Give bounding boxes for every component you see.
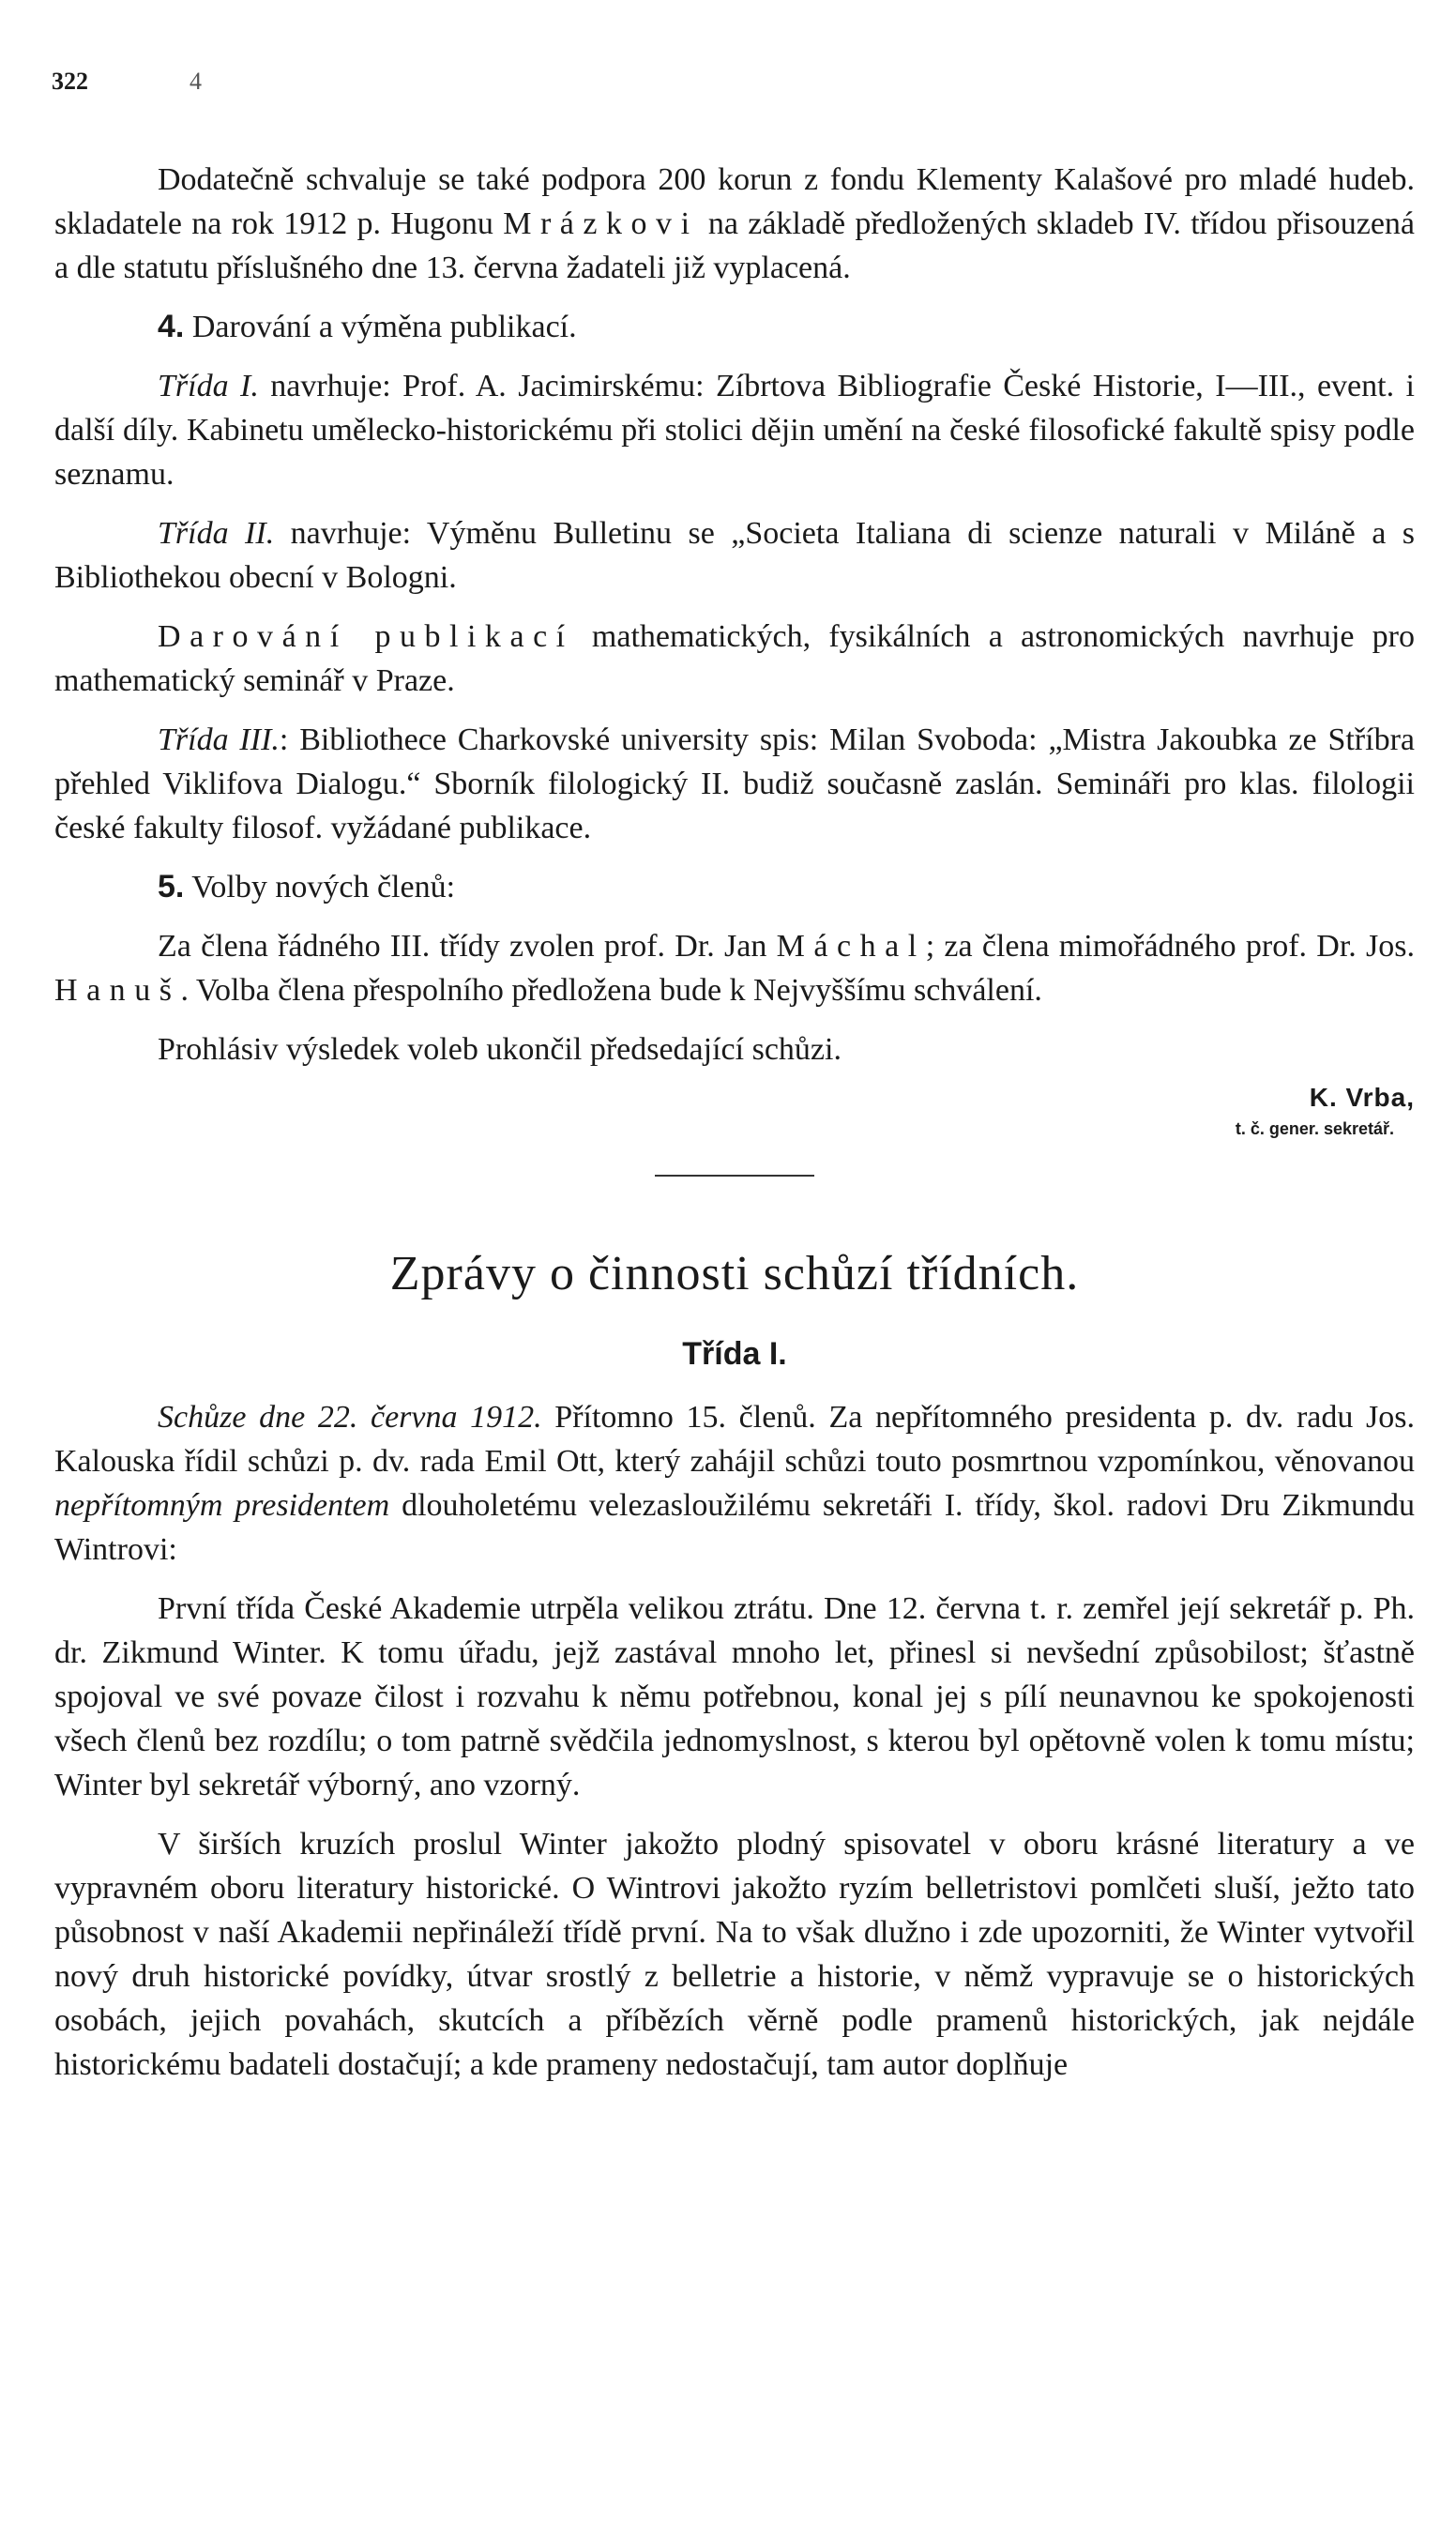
section-title: Zprávy o činnosti schůzí třídních. — [389, 1247, 1080, 1300]
paragraph-meeting — [54, 1395, 1415, 1572]
paragraph-elections — [54, 924, 1415, 1012]
paragraph-class-1 — [54, 364, 1415, 496]
name-mrazkovi: Mrázkovi — [503, 206, 699, 241]
paragraph-support-grant — [54, 158, 1415, 290]
heading-5 — [54, 865, 1415, 909]
class-label: Třída II. — [158, 516, 275, 551]
page-content — [54, 158, 1415, 2087]
paragraph-class-2 — [54, 511, 1415, 600]
heading-text: Darování a výměna publikací. — [184, 310, 577, 344]
text-run: Dodatečně schvaluje se také podpora 200 korun z fondu Klementy Kalašové pro mladé hudeb. skladatele na rok 1912 p. Hugonu — [54, 162, 1415, 241]
meeting-date: Schůze dne 22. června 1912. — [158, 1400, 542, 1435]
heading-number: 4. — [158, 309, 185, 344]
class-label: Třída I. — [158, 369, 259, 403]
name-machal: Máchal — [776, 929, 926, 964]
signature-name: K. Vrba, — [1309, 1083, 1415, 1112]
heading-4 — [54, 305, 1415, 349]
text-run: Za člena řádného III. třídy zvolen prof. Dr. Jan — [158, 929, 777, 964]
text-run: mathematických, fysikálních a astronomických navrhuje pro mathematický seminář v Praze. — [54, 619, 1415, 698]
text-run: Přítomno 15. členů. Za nepřítomného presidenta p. dv. radu Jos. Kalouska řídil schůzi p. dv. rada Emil Ott, který zahájil schůzi touto posmrtnou vzpomínkou, věnovanou — [54, 1400, 1415, 1479]
italic-phrase: nepřítomným presidentem — [54, 1488, 390, 1523]
paragraph-obituary-1: První třída České Akademie utrpěla velikou ztrátu. Dne 12. června t. r. zemřel její sekretář p. Ph. dr. Zikmund Winter. K tomu úřadu, jejž zastával mnoho let, přinesl si nevšední způsobilost; šťastně spojoval ve své povaze čilost i rozvahu k němu potřebnou, konal jej s pílí neunavnou ke spokojenosti všech členů bez rozdílu; o tom patrně svědčila jednomyslnost, s kterou byl opětovně volen k tomu místu; Winter byl sekretář výborný, ano vzorný. — [54, 1591, 1415, 1802]
heading-text: Volby nových členů: — [184, 870, 456, 904]
page-number: 322 — [52, 68, 88, 95]
text-run: dlouholetému velezasloužilému sekretáři I. třídy, škol. radovi Dru Zikmundu Wintrovi: — [54, 1488, 1415, 1567]
signature-title: t. č. gener. sekretář. — [1235, 1119, 1394, 1138]
text-run: navrhuje: Prof. A. Jacimirskému: Zíbrtova Bibliografie České Historie, I—III., event. i další díly. Kabinetu umělecko-historickému při stolici dějin umění na české filosofické fakultě spisy podle seznamu. — [54, 369, 1415, 492]
paragraph-donation — [54, 615, 1415, 703]
paragraph-closing: Prohlásiv výsledek voleb ukončil předsedající schůzi. — [158, 1032, 842, 1067]
text-run: . Volba člena přespolního předložena bude k Nejvyššímu schválení. — [180, 973, 1042, 1008]
heading-number: 5. — [158, 869, 185, 904]
signature-block — [54, 1079, 1415, 1141]
page-mark: 4 — [190, 68, 202, 95]
text-run: : Bibliothece Charkovské university spis: Milan Svoboda: „Mistra Jakoubka ze Stříbra přehled Viklifova Dialogu.“ Sborník filologický II. budiž současně zaslán. Semináři pro klas. filologii české fakulty filosof. vyžádané publikace. — [54, 722, 1415, 845]
sub-title: Třída I. — [682, 1336, 787, 1372]
text-run: na základě předložených skladeb IV. třídou přisouzená a dle statutu příslušného dne 13. června žadateli již vyplacená. — [54, 206, 1416, 285]
spaced-phrase: Darování publikací — [158, 619, 574, 654]
paragraph-obituary-2: V širších kruzích proslul Winter jakožto plodný spisovatel v oboru krásné literatury a ve vypravném oboru literatury historické. O Wintrovi jakožto ryzím belletristovi pomlčeti sluší, ježto tato působnost v naší Akademii nepřináleží třídě první. Na to však dlužno i zde upozorniti, že Winter vytvořil nový druh historické povídky, útvar srostlý z belletrie a historie, v němž vypravuje se o historických osobách, jejich povahách, skutcích a příbězích věrně podle pramenů historických, jak nejdále historickému badateli dostačují; a kde prameny nedostačují, tam autor doplňuje — [54, 1827, 1415, 2082]
class-label: Třída III. — [158, 722, 280, 757]
text-run: ; za člena mimořádného prof. Dr. Jos. — [925, 929, 1416, 964]
paragraph-class-3 — [54, 718, 1415, 850]
name-hanus: Hanuš — [54, 973, 181, 1008]
text-run: navrhuje: Výměnu Bulletinu se „Societa Italiana di scienze naturali v Miláně a s Bibliothekou obecní v Bologni. — [54, 516, 1416, 595]
divider — [655, 1175, 814, 1177]
